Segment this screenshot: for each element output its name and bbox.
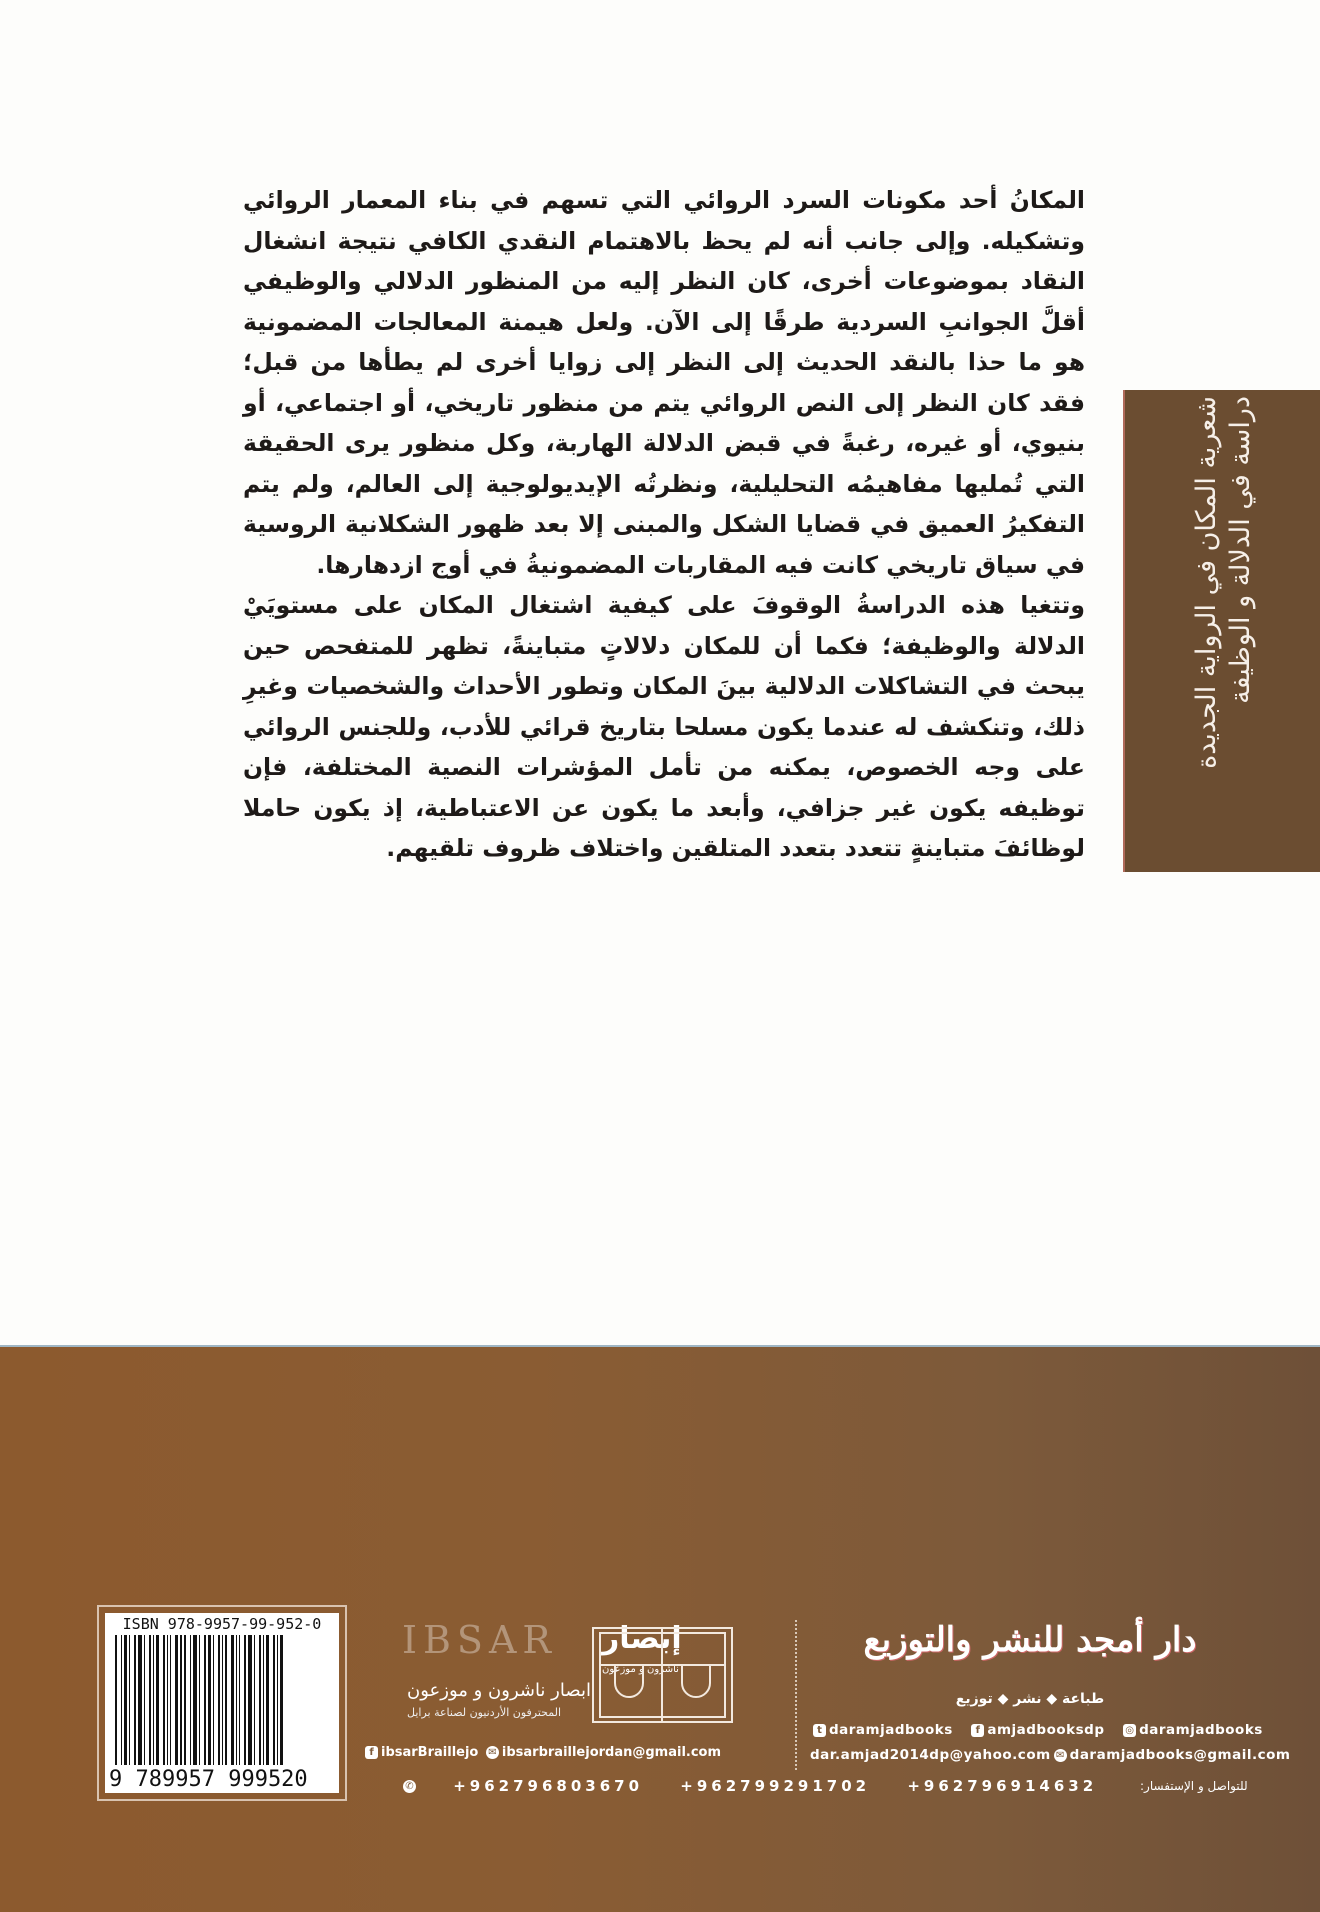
barcode-bar (193, 1635, 197, 1765)
barcode-bar (121, 1635, 122, 1765)
barcode-bar (208, 1635, 211, 1765)
barcode-bar (124, 1635, 127, 1765)
ibsar-logo-small: ناشرون و موزعون (602, 1664, 679, 1675)
barcode-bar (273, 1635, 275, 1765)
side-tab-text (1190, 396, 1258, 866)
ibsar-facebook[interactable]: ibsarBraillejo (381, 1745, 479, 1760)
ibsar-name: ابصار ناشرون و موزعون (407, 1680, 591, 1701)
phone-1[interactable]: +962796803670 (453, 1777, 644, 1795)
facebook-icon: f (971, 1724, 984, 1737)
book-title: شعرية المكان في الرواية الجديدة (1190, 396, 1222, 769)
barcode-bar (175, 1635, 178, 1765)
amjad-yahoo-email[interactable]: dar.amjad2014dp@yahoo.com (810, 1747, 1051, 1763)
barcode-bar (167, 1635, 168, 1765)
barcode-bar (156, 1635, 159, 1765)
amjad-twitter[interactable]: daramjadbooks (829, 1722, 953, 1738)
barcode-bar (170, 1635, 171, 1765)
ibsar-contacts (362, 1745, 721, 1761)
book-subtitle: دراسة في الدلالة و الوظيفة (1224, 396, 1256, 704)
barcode-bar (144, 1635, 145, 1765)
amjad-facebook[interactable]: amjadbooksdp (987, 1722, 1105, 1738)
ibsar-arabic-logo: إبصار (602, 1621, 682, 1656)
barcode-bar (129, 1635, 130, 1765)
title-side-tab (1123, 390, 1320, 872)
facebook-icon: f (365, 1746, 378, 1759)
isbn-barcode (97, 1605, 347, 1801)
instagram-icon: ◎ (1123, 1724, 1136, 1737)
barcode-bar (213, 1635, 214, 1765)
barcode-bar (138, 1635, 142, 1765)
barcode-bar (163, 1635, 165, 1765)
amjad-instagram[interactable]: daramjadbooks (1139, 1722, 1263, 1738)
back-cover-blurb (243, 180, 1085, 869)
barcode-bar (280, 1635, 283, 1765)
barcode-bar (239, 1635, 240, 1765)
barcode-bar (134, 1635, 136, 1765)
barcode-bar (266, 1635, 269, 1765)
isbn-label: ISBN 978-9957-99-952-0 (122, 1615, 322, 1633)
ibsar-tagline: المحترفون الأردنيون لصناعة برايل (407, 1706, 562, 1719)
barcode-bar (259, 1635, 261, 1765)
barcode-bar (231, 1635, 234, 1765)
blurb-paragraph-1: المكانُ أحد مكونات السرد الروائي التي تسهم في بناء المعمار الروائي وتشكيله. وإلى جانب أنه لم يحظ بالاهتمام النقدي الكافي نتيجة انشغال النقاد بموضوعات أخرى، كان النظر إليه من المنظور الدلالي والوظيفي أقلَّ الجوانبِ السردية طرقًا إلى الآن. ولعل هيمنة المعالجات المضمونية هو ما حذا بالنقد الحديث إلى النظر إلى زوايا أخرى لم يطأها من قبل؛ فقد كان النظر إلى النص الروائي يتم من منظور تاريخي، أو اجتماعي، أو بنيوي، أو غيره، رغبةً في قبض الدلالة الهاربة، وكل منظور يرى الحقيقة التي تُمليها مفاهيمُه التحليلية، ونظرتُه الإيديولوجية إلى العالم، ولم يتم التفكيرُ العميق في قضايا الشكل والمبنى إلا بعد ظهور الشكلانية الروسية في سياق تاريخي كانت فيه المقاربات المضمونيةُ في أوج ازدهارها. (243, 186, 1085, 579)
barcode-bar (222, 1635, 223, 1765)
barcode-bar (263, 1635, 264, 1765)
barcode-bar (277, 1635, 278, 1765)
amjad-gmail-email[interactable]: daramjadbooks@gmail.com (1069, 1747, 1291, 1763)
ean-digits: 9 789957 999520 (109, 1767, 308, 1792)
barcode-bar (254, 1635, 255, 1765)
service-printing: طباعة (1061, 1691, 1105, 1707)
barcode-bar (184, 1635, 186, 1765)
barcode-bar (225, 1635, 227, 1765)
service-publishing: نشر (1013, 1691, 1042, 1707)
amjad-social-row (810, 1722, 1263, 1739)
amjad-services: طباعة ◆ نشر ◆ توزيع (955, 1691, 1105, 1707)
dotted-separator (795, 1620, 797, 1770)
phone-3[interactable]: +962796914632 (907, 1777, 1098, 1795)
barcode-bar (236, 1635, 237, 1765)
barcode-bar (199, 1635, 200, 1765)
service-distribution: توزيع (955, 1691, 993, 1707)
open-book-glasses-icon (590, 1625, 735, 1725)
barcode-bar (190, 1635, 191, 1765)
barcode-bar (115, 1635, 117, 1765)
barcode-bar (180, 1635, 182, 1765)
barcode-bar (149, 1635, 151, 1765)
contact-label: للتواصل و الإستفسار: (1140, 1779, 1248, 1793)
barcode-bar (218, 1635, 220, 1765)
ibsar-latin-logo: IBSAR (402, 1618, 558, 1662)
amjad-calligraphy-logo: دار أمجد للنشر والتوزيع (863, 1620, 1197, 1660)
phone-icon: ✆ (403, 1780, 416, 1793)
phone-2[interactable]: +962799291702 (680, 1777, 871, 1795)
barcode-bar (153, 1635, 154, 1765)
ibsar-email[interactable]: ibsarbraillejordan@gmail.com (501, 1745, 722, 1760)
barcode-bar (244, 1635, 246, 1765)
barcode-bars (115, 1635, 329, 1765)
barcode-bar (204, 1635, 206, 1765)
twitter-icon: t (813, 1724, 826, 1737)
blurb-paragraph-2: وتتغيا هذه الدراسةُ الوقوفَ على كيفية اشتغال المكان على مستويَيْ الدلالة والوظيفة؛ فكما أن للمكان دلالاتٍ متباينةً، تظهر للمتفحص حين يبحث في التشاكلات الدلالية بينَ المكان وتطور الأحداث والشخصيات وغيرِ ذلك، وتنكشف له عندما يكون مسلحا بتاريخ قرائي للأدب، وللجنس الروائي على وجه الخصوص، يمكنه من تأمل المؤشرات النصية المختلفة، فإن توظيفه يكون غير جزافي، وأبعد ما يكون عن الاعتباطية، إذ يكون حاملا لوظائفَ متباينةٍ تتعدد بتعدد المتلقين واختلاف ظروف تلقيهم. (243, 591, 1085, 862)
email-icon: ✉ (486, 1746, 499, 1759)
email-icon: ✉ (1054, 1749, 1067, 1762)
barcode-bar (248, 1635, 252, 1765)
amjad-email-row (810, 1747, 1290, 1764)
phone-numbers (400, 1777, 1125, 1795)
